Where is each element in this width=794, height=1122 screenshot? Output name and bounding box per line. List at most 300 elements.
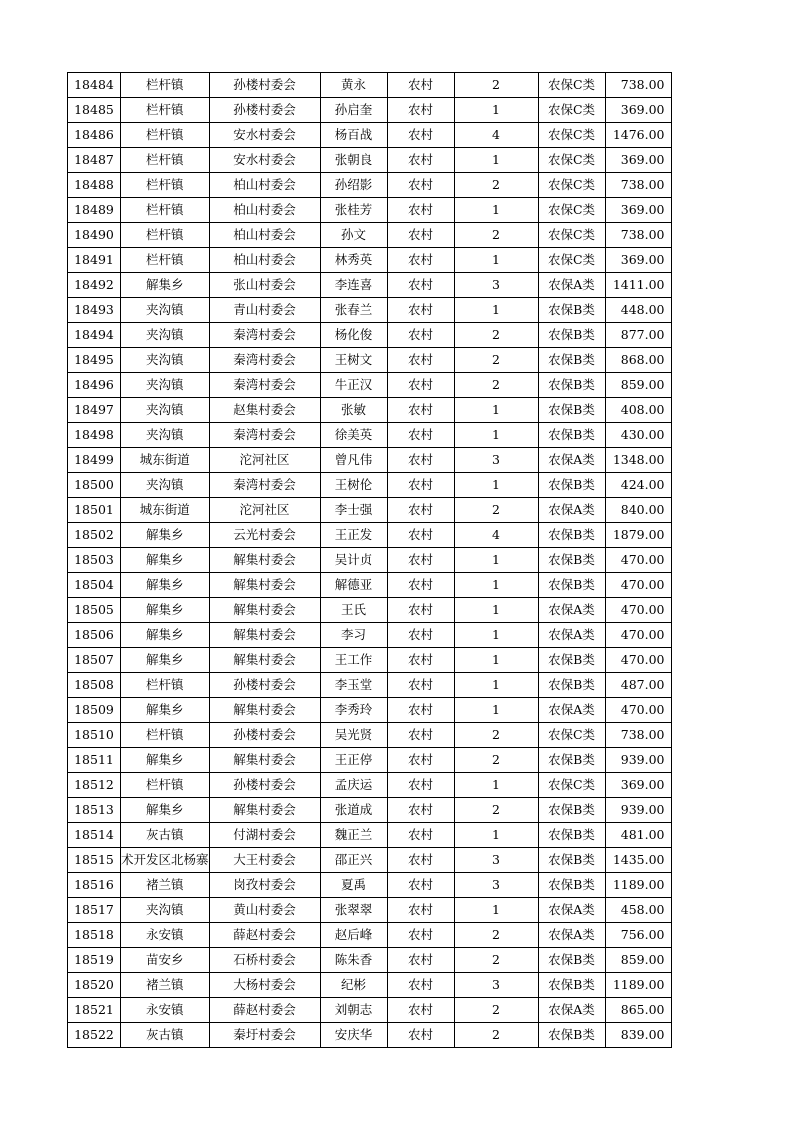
town-cell: 栏杆镇 (121, 223, 210, 248)
town-cell: 栏杆镇 (121, 148, 210, 173)
area-type-cell: 农村 (387, 223, 454, 248)
record-id-cell: 18520 (68, 973, 121, 998)
record-id-cell: 18491 (68, 248, 121, 273)
name-cell: 李秀玲 (320, 698, 387, 723)
town-cell: 栏杆镇 (121, 98, 210, 123)
household-count-cell: 1 (454, 898, 538, 923)
insurance-category-cell: 农保B类 (538, 973, 605, 998)
record-id-cell: 18488 (68, 173, 121, 198)
area-type-cell: 农村 (387, 248, 454, 273)
table-row (68, 98, 672, 123)
area-type-cell: 农村 (387, 448, 454, 473)
town-cell: 夹沟镇 (121, 348, 210, 373)
household-count-cell: 1 (454, 623, 538, 648)
insurance-category-cell: 农保A类 (538, 623, 605, 648)
insurance-category-cell: 农保C类 (538, 148, 605, 173)
household-count-cell: 2 (454, 998, 538, 1023)
village-committee-cell: 孙楼村委会 (209, 73, 320, 98)
household-count-cell: 1 (454, 773, 538, 798)
table-row (68, 723, 672, 748)
name-cell: 孙绍影 (320, 173, 387, 198)
household-count-cell: 1 (454, 598, 538, 623)
household-count-cell: 1 (454, 398, 538, 423)
town-cell: 夹沟镇 (121, 423, 210, 448)
amount-cell: 738.00 (605, 173, 671, 198)
town-cell: 解集乡 (121, 623, 210, 648)
table-row (68, 273, 672, 298)
record-id-cell: 18494 (68, 323, 121, 348)
town-cell: 解集乡 (121, 648, 210, 673)
record-id-cell: 18522 (68, 1023, 121, 1048)
village-committee-cell: 解集村委会 (209, 598, 320, 623)
table-row (68, 623, 672, 648)
town-cell: 城东街道 (121, 498, 210, 523)
record-id-cell: 18507 (68, 648, 121, 673)
village-committee-cell: 沱河社区 (209, 448, 320, 473)
table-row (68, 923, 672, 948)
area-type-cell: 农村 (387, 498, 454, 523)
insurance-category-cell: 农保B类 (538, 548, 605, 573)
name-cell: 刘朝志 (320, 998, 387, 1023)
village-committee-cell: 赵集村委会 (209, 398, 320, 423)
village-committee-cell: 秦圩村委会 (209, 1023, 320, 1048)
amount-cell: 470.00 (605, 698, 671, 723)
household-count-cell: 4 (454, 523, 538, 548)
record-id-cell: 18486 (68, 123, 121, 148)
insurance-category-cell: 农保C类 (538, 773, 605, 798)
insurance-category-cell: 农保B类 (538, 298, 605, 323)
record-id-cell: 18506 (68, 623, 121, 648)
area-type-cell: 农村 (387, 673, 454, 698)
village-committee-cell: 柏山村委会 (209, 248, 320, 273)
household-count-cell: 3 (454, 873, 538, 898)
record-id-cell: 18511 (68, 748, 121, 773)
village-committee-cell: 秦湾村委会 (209, 423, 320, 448)
insurance-category-cell: 农保A类 (538, 998, 605, 1023)
village-committee-cell: 秦湾村委会 (209, 323, 320, 348)
town-cell: 解集乡 (121, 798, 210, 823)
name-cell: 张朝良 (320, 148, 387, 173)
village-committee-cell: 薛赵村委会 (209, 998, 320, 1023)
household-count-cell: 1 (454, 423, 538, 448)
name-cell: 孟庆运 (320, 773, 387, 798)
village-committee-cell: 安水村委会 (209, 123, 320, 148)
record-id-cell: 18487 (68, 148, 121, 173)
table-row (68, 223, 672, 248)
area-type-cell: 农村 (387, 148, 454, 173)
name-cell: 张敏 (320, 398, 387, 423)
insurance-category-cell: 农保C类 (538, 223, 605, 248)
insurance-category-cell: 农保B类 (538, 398, 605, 423)
village-committee-cell: 付湖村委会 (209, 823, 320, 848)
area-type-cell: 农村 (387, 323, 454, 348)
village-committee-cell: 孙楼村委会 (209, 673, 320, 698)
town-cell: 夹沟镇 (121, 323, 210, 348)
area-type-cell: 农村 (387, 923, 454, 948)
village-committee-cell: 柏山村委会 (209, 173, 320, 198)
area-type-cell: 农村 (387, 523, 454, 548)
amount-cell: 408.00 (605, 398, 671, 423)
household-count-cell: 3 (454, 448, 538, 473)
amount-cell: 939.00 (605, 748, 671, 773)
insurance-category-cell: 农保B类 (538, 523, 605, 548)
household-count-cell: 1 (454, 198, 538, 223)
area-type-cell: 农村 (387, 198, 454, 223)
table-row (68, 73, 672, 98)
record-id-cell: 18515 (68, 848, 121, 873)
table-row (68, 973, 672, 998)
name-cell: 牛正汉 (320, 373, 387, 398)
table-row (68, 323, 672, 348)
insurance-category-cell: 农保B类 (538, 823, 605, 848)
record-id-cell: 18509 (68, 698, 121, 723)
table-row (68, 523, 672, 548)
area-type-cell: 农村 (387, 873, 454, 898)
table-row (68, 998, 672, 1023)
village-committee-cell: 大王村委会 (209, 848, 320, 873)
amount-cell: 369.00 (605, 198, 671, 223)
insurance-category-cell: 农保B类 (538, 873, 605, 898)
insurance-category-cell: 农保B类 (538, 848, 605, 873)
name-cell: 王工作 (320, 648, 387, 673)
town-cell: 栏杆镇 (121, 173, 210, 198)
table-row (68, 648, 672, 673)
area-type-cell: 农村 (387, 548, 454, 573)
name-cell: 孙文 (320, 223, 387, 248)
household-count-cell: 1 (454, 98, 538, 123)
table-row (68, 773, 672, 798)
record-id-cell: 18496 (68, 373, 121, 398)
amount-cell: 868.00 (605, 348, 671, 373)
town-cell: 解集乡 (121, 548, 210, 573)
household-count-cell: 1 (454, 673, 538, 698)
table-row (68, 198, 672, 223)
name-cell: 杨化俊 (320, 323, 387, 348)
household-count-cell: 1 (454, 573, 538, 598)
table-row (68, 423, 672, 448)
household-count-cell: 1 (454, 298, 538, 323)
record-id-cell: 18492 (68, 273, 121, 298)
area-type-cell: 农村 (387, 598, 454, 623)
name-cell: 魏正兰 (320, 823, 387, 848)
table-row (68, 898, 672, 923)
amount-cell: 430.00 (605, 423, 671, 448)
table-row (68, 798, 672, 823)
table-row (68, 1023, 672, 1048)
amount-cell: 369.00 (605, 148, 671, 173)
insurance-category-cell: 农保B类 (538, 948, 605, 973)
area-type-cell: 农村 (387, 373, 454, 398)
table-row (68, 873, 672, 898)
table-row (68, 498, 672, 523)
village-committee-cell: 解集村委会 (209, 798, 320, 823)
household-count-cell: 2 (454, 748, 538, 773)
record-id-cell: 18513 (68, 798, 121, 823)
insurance-category-cell: 农保B类 (538, 473, 605, 498)
area-type-cell: 农村 (387, 173, 454, 198)
town-cell: 夹沟镇 (121, 398, 210, 423)
record-id-cell: 18498 (68, 423, 121, 448)
insurance-category-cell: 农保A类 (538, 598, 605, 623)
area-type-cell: 农村 (387, 798, 454, 823)
insurance-category-cell: 农保C类 (538, 723, 605, 748)
town-cell: 夹沟镇 (121, 473, 210, 498)
village-committee-cell: 解集村委会 (209, 698, 320, 723)
insurance-category-cell: 农保B类 (538, 348, 605, 373)
village-committee-cell: 孙楼村委会 (209, 98, 320, 123)
area-type-cell: 农村 (387, 698, 454, 723)
amount-cell: 1435.00 (605, 848, 671, 873)
village-committee-cell: 解集村委会 (209, 648, 320, 673)
amount-cell: 738.00 (605, 73, 671, 98)
name-cell: 纪彬 (320, 973, 387, 998)
record-id-cell: 18499 (68, 448, 121, 473)
name-cell: 安庆华 (320, 1023, 387, 1048)
amount-cell: 839.00 (605, 1023, 671, 1048)
town-cell: 栏杆镇 (121, 248, 210, 273)
table-row (68, 373, 672, 398)
records-table (67, 72, 672, 1048)
table-row (68, 548, 672, 573)
name-cell: 林秀英 (320, 248, 387, 273)
record-id-cell: 18517 (68, 898, 121, 923)
insurance-category-cell: 农保B类 (538, 573, 605, 598)
town-cell: 城东街道 (121, 448, 210, 473)
household-count-cell: 2 (454, 373, 538, 398)
table-row (68, 598, 672, 623)
insurance-category-cell: 农保C类 (538, 198, 605, 223)
town-cell: 解集乡 (121, 523, 210, 548)
area-type-cell: 农村 (387, 973, 454, 998)
area-type-cell: 农村 (387, 273, 454, 298)
name-cell: 杨百战 (320, 123, 387, 148)
town-cell: 解集乡 (121, 573, 210, 598)
record-id-cell: 18510 (68, 723, 121, 748)
insurance-category-cell: 农保A类 (538, 498, 605, 523)
amount-cell: 756.00 (605, 923, 671, 948)
area-type-cell: 农村 (387, 473, 454, 498)
amount-cell: 1348.00 (605, 448, 671, 473)
amount-cell: 470.00 (605, 598, 671, 623)
household-count-cell: 3 (454, 848, 538, 873)
amount-cell: 470.00 (605, 548, 671, 573)
name-cell: 孙启奎 (320, 98, 387, 123)
name-cell: 王正停 (320, 748, 387, 773)
insurance-category-cell: 农保B类 (538, 748, 605, 773)
town-cell: 栏杆镇 (121, 198, 210, 223)
record-id-cell: 18514 (68, 823, 121, 848)
village-committee-cell: 黄山村委会 (209, 898, 320, 923)
insurance-category-cell: 农保A类 (538, 448, 605, 473)
amount-cell: 424.00 (605, 473, 671, 498)
area-type-cell: 农村 (387, 123, 454, 148)
village-committee-cell: 秦湾村委会 (209, 473, 320, 498)
amount-cell: 738.00 (605, 723, 671, 748)
amount-cell: 840.00 (605, 498, 671, 523)
record-id-cell: 18502 (68, 523, 121, 548)
amount-cell: 369.00 (605, 773, 671, 798)
area-type-cell: 农村 (387, 1023, 454, 1048)
name-cell: 王氏 (320, 598, 387, 623)
amount-cell: 481.00 (605, 823, 671, 848)
area-type-cell: 农村 (387, 648, 454, 673)
amount-cell: 487.00 (605, 673, 671, 698)
table-row (68, 298, 672, 323)
amount-cell: 458.00 (605, 898, 671, 923)
town-cell: 褚兰镇 (121, 973, 210, 998)
name-cell: 吴光贤 (320, 723, 387, 748)
name-cell: 张春兰 (320, 298, 387, 323)
household-count-cell: 2 (454, 1023, 538, 1048)
town-cell: 灰古镇 (121, 1023, 210, 1048)
town-cell: 夹沟镇 (121, 298, 210, 323)
village-committee-cell: 解集村委会 (209, 548, 320, 573)
record-id-cell: 18497 (68, 398, 121, 423)
town-cell: 灰古镇 (121, 823, 210, 848)
insurance-category-cell: 农保B类 (538, 1023, 605, 1048)
household-count-cell: 2 (454, 798, 538, 823)
name-cell: 吴计贞 (320, 548, 387, 573)
table-row (68, 698, 672, 723)
table-row (68, 823, 672, 848)
town-cell: 永安镇 (121, 998, 210, 1023)
table-row (68, 573, 672, 598)
record-id-cell: 18518 (68, 923, 121, 948)
name-cell: 曾凡伟 (320, 448, 387, 473)
insurance-category-cell: 农保A类 (538, 698, 605, 723)
town-cell: 栏杆镇 (121, 673, 210, 698)
household-count-cell: 2 (454, 498, 538, 523)
area-type-cell: 农村 (387, 848, 454, 873)
household-count-cell: 3 (454, 273, 538, 298)
insurance-category-cell: 农保B类 (538, 798, 605, 823)
table-row (68, 748, 672, 773)
village-committee-cell: 安水村委会 (209, 148, 320, 173)
table-row (68, 673, 672, 698)
name-cell: 李士强 (320, 498, 387, 523)
town-cell: 苗安乡 (121, 948, 210, 973)
record-id-cell: 18485 (68, 98, 121, 123)
name-cell: 陈朱香 (320, 948, 387, 973)
household-count-cell: 1 (454, 698, 538, 723)
household-count-cell: 1 (454, 648, 538, 673)
amount-cell: 470.00 (605, 573, 671, 598)
insurance-category-cell: 农保C类 (538, 98, 605, 123)
town-cell: 褚兰镇 (121, 873, 210, 898)
amount-cell: 1189.00 (605, 973, 671, 998)
name-cell: 张翠翠 (320, 898, 387, 923)
record-id-cell: 18490 (68, 223, 121, 248)
amount-cell: 369.00 (605, 248, 671, 273)
name-cell: 张桂芳 (320, 198, 387, 223)
record-id-cell: 18516 (68, 873, 121, 898)
table-row (68, 948, 672, 973)
village-committee-cell: 云光村委会 (209, 523, 320, 548)
village-committee-cell: 大杨村委会 (209, 973, 320, 998)
town-cell: 术开发区北杨寨 (121, 848, 210, 873)
table-row (68, 473, 672, 498)
insurance-category-cell: 农保B类 (538, 373, 605, 398)
household-count-cell: 2 (454, 173, 538, 198)
insurance-category-cell: 农保A类 (538, 923, 605, 948)
amount-cell: 448.00 (605, 298, 671, 323)
village-committee-cell: 秦湾村委会 (209, 348, 320, 373)
area-type-cell: 农村 (387, 948, 454, 973)
area-type-cell: 农村 (387, 573, 454, 598)
amount-cell: 1411.00 (605, 273, 671, 298)
insurance-category-cell: 农保B类 (538, 648, 605, 673)
name-cell: 夏禹 (320, 873, 387, 898)
name-cell: 李连喜 (320, 273, 387, 298)
amount-cell: 470.00 (605, 648, 671, 673)
record-id-cell: 18484 (68, 73, 121, 98)
village-committee-cell: 沱河社区 (209, 498, 320, 523)
record-id-cell: 18521 (68, 998, 121, 1023)
table-row (68, 398, 672, 423)
area-type-cell: 农村 (387, 98, 454, 123)
area-type-cell: 农村 (387, 423, 454, 448)
amount-cell: 859.00 (605, 373, 671, 398)
name-cell: 张道成 (320, 798, 387, 823)
insurance-category-cell: 农保C类 (538, 123, 605, 148)
area-type-cell: 农村 (387, 823, 454, 848)
table-row (68, 173, 672, 198)
household-count-cell: 2 (454, 948, 538, 973)
amount-cell: 939.00 (605, 798, 671, 823)
table-row (68, 123, 672, 148)
village-committee-cell: 孙楼村委会 (209, 773, 320, 798)
village-committee-cell: 岗孜村委会 (209, 873, 320, 898)
village-committee-cell: 秦湾村委会 (209, 373, 320, 398)
household-count-cell: 2 (454, 73, 538, 98)
record-id-cell: 18495 (68, 348, 121, 373)
area-type-cell: 农村 (387, 723, 454, 748)
amount-cell: 859.00 (605, 948, 671, 973)
household-count-cell: 2 (454, 223, 538, 248)
name-cell: 赵后峰 (320, 923, 387, 948)
name-cell: 王树文 (320, 348, 387, 373)
amount-cell: 369.00 (605, 98, 671, 123)
household-count-cell: 1 (454, 248, 538, 273)
area-type-cell: 农村 (387, 748, 454, 773)
household-count-cell: 4 (454, 123, 538, 148)
village-committee-cell: 薛赵村委会 (209, 923, 320, 948)
table-row (68, 848, 672, 873)
town-cell: 永安镇 (121, 923, 210, 948)
amount-cell: 865.00 (605, 998, 671, 1023)
amount-cell: 877.00 (605, 323, 671, 348)
village-committee-cell: 柏山村委会 (209, 198, 320, 223)
record-id-cell: 18503 (68, 548, 121, 573)
town-cell: 栏杆镇 (121, 73, 210, 98)
household-count-cell: 2 (454, 723, 538, 748)
name-cell: 徐美英 (320, 423, 387, 448)
insurance-category-cell: 农保A类 (538, 898, 605, 923)
amount-cell: 738.00 (605, 223, 671, 248)
amount-cell: 1189.00 (605, 873, 671, 898)
record-id-cell: 18504 (68, 573, 121, 598)
area-type-cell: 农村 (387, 773, 454, 798)
table-row (68, 348, 672, 373)
town-cell: 解集乡 (121, 698, 210, 723)
amount-cell: 1879.00 (605, 523, 671, 548)
household-count-cell: 1 (454, 823, 538, 848)
household-count-cell: 2 (454, 923, 538, 948)
insurance-category-cell: 农保C类 (538, 248, 605, 273)
household-count-cell: 1 (454, 548, 538, 573)
area-type-cell: 农村 (387, 348, 454, 373)
insurance-category-cell: 农保B类 (538, 423, 605, 448)
